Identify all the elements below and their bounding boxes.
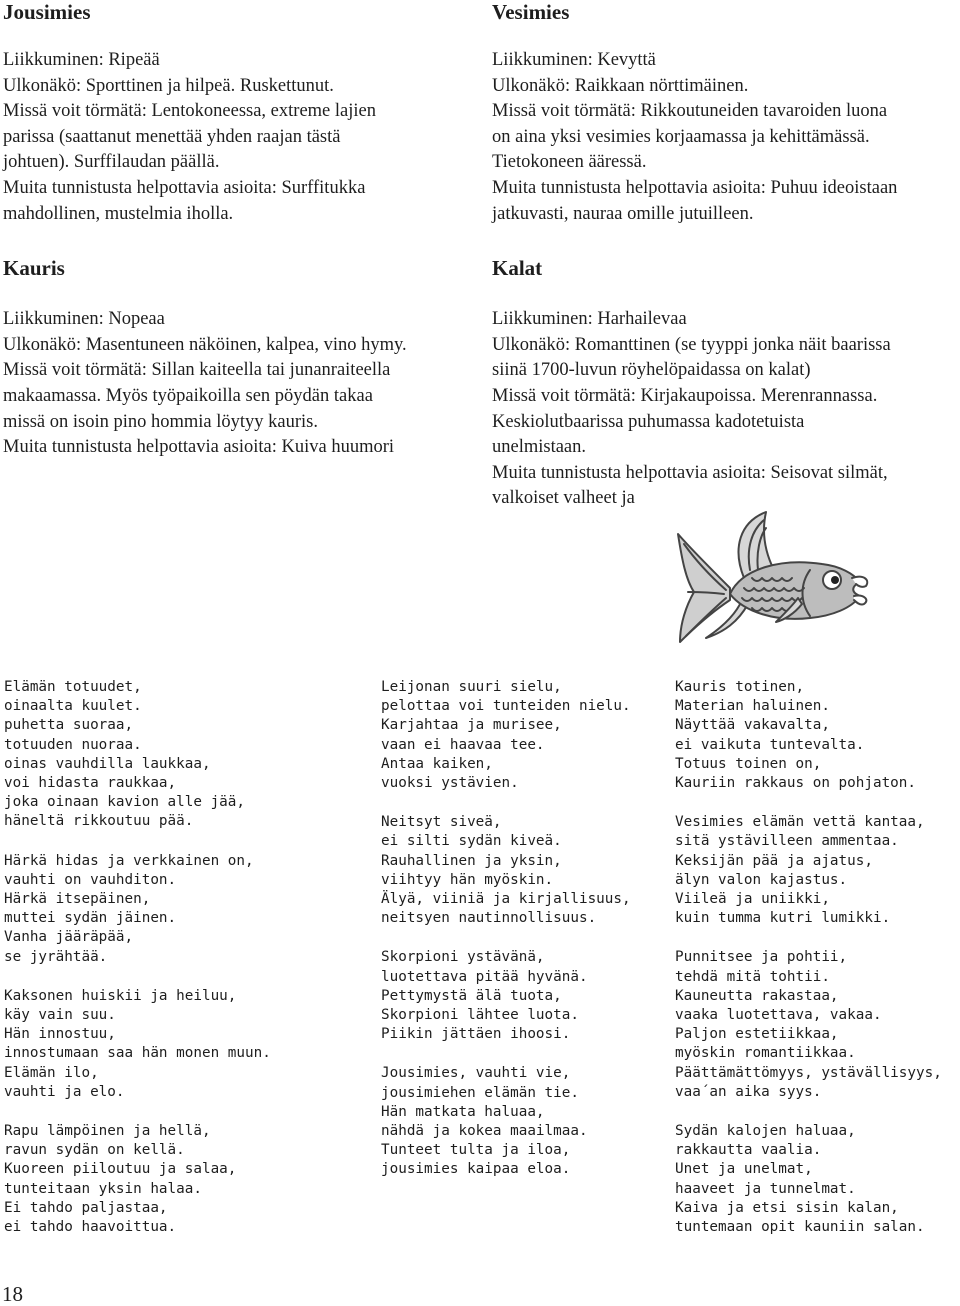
text-line: Muita tunnistusta helpottavia asioita: Kuiva huumori [3,437,395,458]
poem-stanza [4,1122,271,1237]
poem-line: Antaa kaiken, [381,755,493,772]
poem-line: vaan ei haavaa tee. [381,736,545,753]
text-line: siinä 1700-luvun röyhelöpaidassa on kalat) [492,360,811,381]
text-line: on aina yksi vesimies korjaamassa ja kehittämässä. [492,126,870,147]
poem-line: Härkä itsepäinen, [4,891,151,908]
poem-line: innostumaan saa hän monen muun. [4,1045,271,1062]
poem-line: Ei tahdo paljastaa, [4,1199,168,1216]
text-line: Muita tunnistusta helpottavia asioita: Surffitukka [3,177,366,198]
poem-line: haaveet ja tunnelmat. [675,1180,856,1197]
text-line: Missä voit törmätä: Kirjakaupoissa. Merenrannassa. [492,385,878,406]
poem-line: Kauriin rakkaus on pohjaton. [675,775,917,792]
text-line: mahdollinen, mustelmia iholla. [3,203,234,224]
text-line: Missä voit törmätä: Sillan kaiteella tai junanraiteella [3,360,391,381]
poem-line: Skorpioni lähtee luota. [381,1007,579,1024]
text-line: Liikkuminen: Harhailevaa [492,309,687,330]
section-body-kauris [3,307,473,461]
right-column [492,0,958,512]
poem-line: Totuus toinen on, [675,755,822,772]
left-column [3,0,473,461]
poem-line: puhetta suoraa, [4,717,134,734]
poem-line: ei vaikuta tuntevalta. [675,736,865,753]
poem-line: Karjahtaa ja murisee, [381,717,562,734]
poem-line: vuoksi ystävien. [381,775,519,792]
poem-line: Viileä ja uniikki, [675,891,830,908]
text-line: parissa (saattanut menettää yhden raajan tästä [3,126,341,147]
poem-stanza [381,948,631,1044]
poem-line: vauhti on vauhditon. [4,871,177,888]
poem-line: älyn valon kajastus. [675,871,848,888]
poem-line: oinaalta kuulet. [4,698,142,715]
text-line: Missä voit törmätä: Lentokoneessa, extreme lajien [3,101,376,122]
poem-line: totuuden nuoraa. [4,736,142,753]
poem-line: voi hidasta raukkaa, [4,775,177,792]
poem-line: ravun sydän on kellä. [4,1142,185,1159]
poem-line: Vesimies elämän vettä kantaa, [675,814,925,831]
text-line: Liikkuminen: Kevyttä [492,50,656,70]
poem-line: Elämän totuudet, [4,679,142,695]
text-line: valkoiset valheet ja [492,488,635,509]
poem-stanza [675,948,942,1102]
section-body-vesimies [492,48,958,227]
poem-line: neitsyen nautinnollisuus. [381,910,597,927]
section-body-jousimies [3,48,473,227]
poem-line: Piikin jättäen ihoosi. [381,1026,571,1043]
poem-line: Paljon estetiikkaa, [675,1026,839,1043]
poem-column-1 [4,678,271,1257]
poem-line: muttei sydän jäinen. [4,910,177,927]
poem-line: vaa´an aika syys. [675,1083,822,1100]
poem-stanza [381,678,631,793]
text-line: Muita tunnistusta helpottavia asioita: Seisovat silmät, [492,462,888,483]
poem-line: Vanha jääräpää, [4,929,134,946]
section-title-jousimies: Jousimies [3,0,91,24]
text-line: makaamassa. Myös työpaikoilla sen pöydän takaa [3,385,373,406]
text-line: Ulkonäkö: Sporttinen ja hilpeä. Ruskettunut. [3,75,334,96]
poem-line: tunteitaan yksin halaa. [4,1180,202,1197]
text-line: johtuen). Surffilaudan päällä. [3,152,220,173]
section-body-kalat [492,307,958,512]
poem-line: tuntemaan opit kauniin salan. [675,1219,925,1236]
poem-line: Kuoreen piiloutuu ja salaa, [4,1161,237,1178]
text-line: Tietokoneen ääressä. [492,152,647,173]
poem-stanza [4,852,271,967]
poem-line: sitä ystävilleen ammentaa. [675,833,899,850]
poem-line: Jousimies, vauhti vie, [381,1065,571,1082]
poem-line: jousimiehen elämän tie. [381,1084,579,1101]
poem-line: Päättämättömyys, ystävällisyys, [675,1064,942,1081]
poem-line: Tunteet tulta ja iloa, [381,1142,571,1159]
poem-line: luotettava pitää hyvänä. [381,968,588,985]
poem-line: häneltä rikkoutuu pää. [4,813,194,830]
section-title-vesimies: Vesimies [492,0,570,24]
poem-line: Älyä, viiniä ja kirjallisuus, [381,891,631,908]
poem-line: Skorpioni ystävänä, [381,949,545,966]
poem-line: se jyrähtää. [4,948,108,965]
poem-column-3 [675,678,942,1257]
section-title-kauris: Kauris [3,256,65,281]
poem-line: Elämän ilo, [4,1064,99,1081]
poem-stanza [675,678,942,793]
poem-line: rakkautta vaalia. [675,1142,822,1159]
poem-line: vauhti ja elo. [4,1083,125,1100]
poem-line: Punnitsee ja pohtii, [675,949,848,966]
poem-line: Leijonan suuri sielu, [381,679,562,695]
poem-stanza [675,813,942,928]
poem-line: oinas vauhdilla laukkaa, [4,755,211,772]
poem-line: Keksijän pää ja ajatus, [675,852,873,869]
text-line: unelmistaan. [492,437,587,458]
poem-line: Härkä hidas ja verkkainen on, [4,852,254,869]
poem-line: tehdä mitä tohtii. [675,968,830,985]
poem-stanza [381,1064,631,1179]
poem-line: Materian haluinen. [675,698,830,715]
page-number: 18 [2,1282,23,1306]
fish-icon [672,508,872,646]
poem-line: nähdä ja kokea maailmaa. [381,1123,588,1140]
text-line: Ulkonäkö: Masentuneen näköinen, kalpea, vino hymy. [3,334,407,355]
poem-column-2 [381,678,631,1200]
text-line: Keskiolutbaarissa puhumassa kadotetuista [492,411,805,432]
poem-line: Kauris totinen, [675,679,805,695]
poem-line: joka oinaan kavion alle jää, [4,794,246,811]
poem-stanza [675,1122,942,1237]
poem-line: ei tahdo haavoittua. [4,1219,177,1236]
poem-line: Kaiva ja etsi sisin kalan, [675,1199,899,1216]
poem-line: jousimies kaipaa eloa. [381,1161,571,1178]
text-line: Ulkonäkö: Raikkaan nörttimäinen. [492,75,749,96]
poem-line: Unet ja unelmat, [675,1161,813,1178]
text-line: Ulkonäkö: Romanttinen (se tyyppi jonka näit baarissa [492,334,891,355]
poem-line: Rapu lämpöinen ja hellä, [4,1123,211,1140]
poem-line: Kauneutta rakastaa, [675,987,839,1004]
poem-stanza [4,987,271,1102]
poem-line: viihtyy hän myöskin. [381,871,554,888]
poem-line: pelottaa voi tunteiden nielu. [381,698,631,715]
text-line: Liikkuminen: Nopeaa [3,309,165,330]
poem-line: Hän matkata haluaa, [381,1103,545,1120]
text-line: jatkuvasti, nauraa omille jutuilleen. [492,203,754,224]
poem-stanza [4,678,271,832]
text-line: missä on isoin pino hommia löytyy kauris. [3,411,319,432]
poem-line: vaaka luotettava, vakaa. [675,1007,882,1024]
poem-line: kuin tumma kutri lumikki. [675,910,891,927]
poem-line: Hän innostuu, [4,1026,116,1043]
poem-stanza [381,813,631,928]
poem-line: Näyttää vakavalta, [675,717,830,734]
section-title-kalat: Kalat [492,256,543,281]
poem-line: Rauhallinen ja yksin, [381,852,562,869]
poem-line: Pettymystä älä tuota, [381,987,562,1004]
poem-line: myöskin romantiikkaa. [675,1045,856,1062]
poem-line: Sydän kalojen haluaa, [675,1123,856,1140]
poem-line: ei silti sydän kiveä. [381,833,562,850]
poem-line: käy vain suu. [4,1007,116,1024]
text-line: Liikkuminen: Ripeää [3,50,160,70]
text-line: Muita tunnistusta helpottavia asioita: Puhuu ideoistaan [492,177,898,198]
poem-line: Kaksonen huiskii ja heiluu, [4,987,237,1004]
text-line: Missä voit törmätä: Rikkoutuneiden tavaroiden luona [492,101,888,122]
poem-line: Neitsyt siveä, [381,814,502,831]
